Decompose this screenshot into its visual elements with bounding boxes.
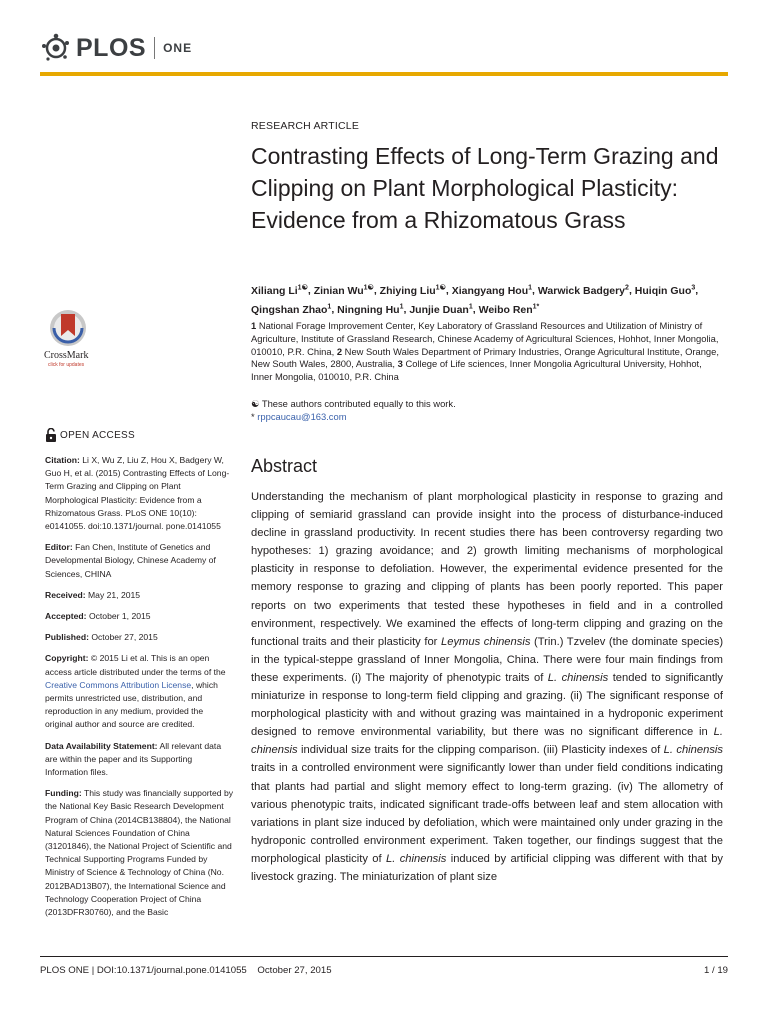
author-list: Xiliang $Li^{1☯}$, Zinian $Wu^{1☯}$, Zhiying Liu$^{1☯}$, Xiangyang Hou$^1$, Warwick Badgery$^2$, Huiqin Guo$^3$, Qingshan Zhao$^1$, Ningning Hu$^1$, Junjie Duan$^1$, Weibo Ren$^{1*}$: [251, 284, 699, 316]
header-rule: [40, 72, 728, 76]
open-lock-icon: [45, 428, 57, 442]
article-type: RESEARCH ARTICLE: [251, 120, 360, 132]
email-link[interactable]: rppcaucau@163.com: [257, 410, 347, 422]
author: Zinian $Wu^{1☯}$: [313, 284, 374, 297]
author: Zhiying Liu$^{1☯}$: [379, 284, 446, 297]
corresponding-author: * rppcaucau@163.com: [251, 410, 347, 422]
open-access-badge: [45, 428, 135, 442]
footer-rule: [40, 956, 728, 957]
data-availability: Data Availability Statement: All relevant data are within the paper and its Supporting Information files.: [45, 740, 222, 778]
crossmark-sub[interactable]: click for updates: [48, 362, 85, 368]
published-date: Published: October 27, 2015: [45, 632, 158, 643]
page-number: 1 / 19: [703, 965, 728, 976]
journal-brand: PLOS: [76, 33, 147, 62]
footer-citation: PLOS ONE | DOI:10.1371/journal.pone.0141055 October 27, 2015: [40, 965, 332, 976]
equal-contribution-note: ☯ These authors contributed equally to this work.: [251, 398, 456, 409]
plos-logo-icon: [40, 32, 72, 64]
open-access-label: OPEN ACCESS: [60, 429, 135, 441]
accepted-date: Accepted: October 1, 2015: [45, 611, 151, 622]
citation: Citation: Li X, Wu Z, Liu Z, Hou X, Badgery W, Guo H, et al. (2015) Contrasting Effects of Long-Term Grazing and Clipping on Plant Morphological Plasticity: Evidence from a Rhizomatous Grass. PLoS ONE 10(10): e0141055. doi:10.1371/journal. pone.0141055: [45, 455, 230, 532]
author: Qingshan Zhao$^1$: [251, 303, 332, 316]
author: Junjie Duan$^1$: [409, 303, 473, 316]
author: Weibo Ren$^{1*}$: [478, 303, 540, 316]
editor: Editor: Fan Chen, Institute of Genetics and Developmental Biology, Chinese Academy of Sciences, CHINA: [45, 542, 216, 579]
crossmark-label[interactable]: CrossMark: [44, 350, 89, 361]
author: Warwick Badgery$^2$: [537, 284, 629, 297]
author: Ningning Hu$^1$: [337, 303, 404, 316]
journal-sub: ONE: [163, 41, 193, 55]
author: Huiqin Guo$^3$: [634, 284, 696, 297]
abstract-text: Understanding the mechanism of plant morphological plasticity in response to grazing and clipping of semiarid grassland can provide insight into the process of disturbance-induced decline in grassland productivity. In recent studies there has been controversy regarding two hypotheses: 1) grazing avoidance; and 2) growth limiting mechanisms of morphological plasticity in response to defoliation. However, the experimental evidence presented for the memory response to grazing and clipping of plants has been poorly reported. This paper reports on two experiments that tested these hypotheses in field and in a controlled environment, respectively. We examined the effects of long-term clipping and grazing on the functional traits and their plasticity for Leymus chinensis (Trin.) Tzvelev (the dominate species) in the typical-steppe grassland of Inner Mongolia, China. There were four main findings from these experiments. (i) The majority of phenotypic traits of L. chinensis tended to significantly miniaturize in response to long-term field clipping and grazing. (ii) The significant response of morphological plasticity with and without grazing was maintained in a hydroponic experiment designed to remove environmental variability, but there was no significant difference in L. chinensis individual size traits for the clipping comparison. (iii) Plasticity indexes of L. chinensis traits in a controlled environment were significantly lower than under field conditions indicating that plants had partial and slight memory effect to long-term grazing. (iv) The allometry of various phenotypic traits, indicated significant trade-offs between leaf and stem allocation with variations in plant size induced by defoliation, which were maintained only under grazing in the hydroponic controlled environment experiment. Taken together, our findings suggest that the morphological plasticity of L. chinensis induced by artificial clipping was different with that by livestock grazing. The miniaturization of plant size: [251, 491, 724, 883]
author: Xiangyang Hou$^1$: [451, 284, 533, 297]
license-link[interactable]: Creative Commons Attribution License: [45, 679, 192, 690]
affiliations: 1 National Forage Improvement Center, Key Laboratory of Grassland Resources and Utilization of Ministry of Agriculture, Institute of Grassland Research, Chinese Academy of Agricultural Sciences, Hohhot, Inner Mongolia, 010010, P.R. China, 2 New South Wales Department of Primary Industries, Orange Agricultural Institute, Orange, New South Wales, 2800, Australia, 3 College of Life sciences, Inner Mongolia Agricultural University, Hohhot, Inner Mongolia, 010010, P.R. China: [251, 320, 719, 383]
funding: Funding: This study was financially supported by the National Key Basic Research Development Program of China (2014CB138804), the National Natural Sciences Foundation of China (31201846), the National Project of Scientific and Technical Supporting Programs Funded by Ministry of Science & Technology of China (No. 2012BAD13B07), the International Science and Technology Cooperation Project of China (2013DFR30760), and the Basic: [45, 788, 234, 918]
abstract-heading: Abstract: [251, 456, 318, 476]
journal-header: [40, 28, 192, 68]
logo-divider: [154, 37, 155, 59]
author-notes: [251, 398, 721, 424]
copyright: Copyright: © 2015 Li et al. This is an open access article distributed under the terms of the Creative Commons Attribution License, which permits unrestricted use, distribution, and reproduction in any medium, provided the original author and source are credited.: [45, 653, 226, 730]
article-title: Contrasting Effects of Long-Term Grazing and Clipping on Plant Morphological Plasticity: Evidence from a Rhizomatous Grass: [251, 143, 719, 233]
article-metadata: [45, 454, 233, 927]
author: Xiliang $Li^{1☯}$: [251, 284, 308, 297]
received-date: Received: May 21, 2015: [45, 589, 141, 600]
